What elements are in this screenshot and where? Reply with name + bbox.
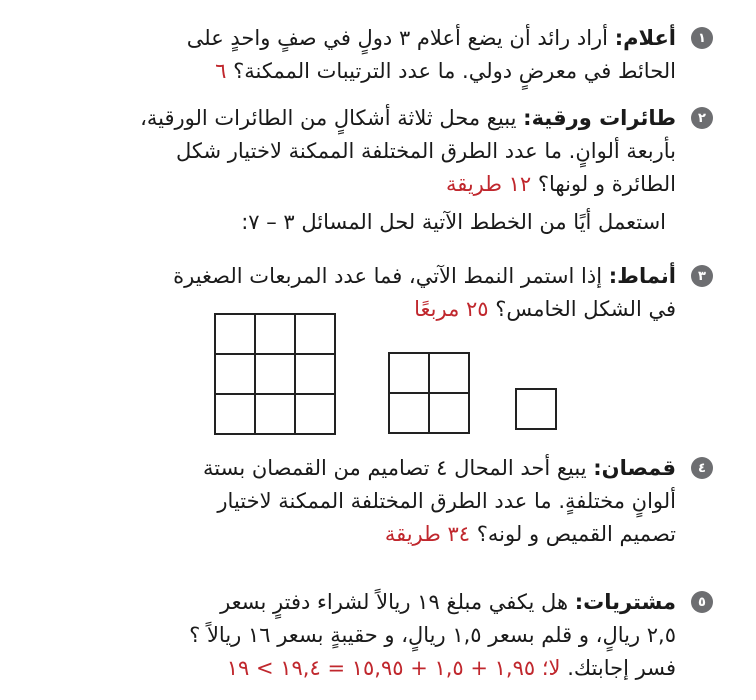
problem-2-line-2: [116, 135, 676, 168]
problem-text: أراد رائد أن يضع أعلام ٣ دولٍ في صفٍ واحدٍ على: [186, 26, 609, 50]
answer-text: ٢٥ مربعًا: [414, 297, 489, 321]
grid-cell: [296, 395, 336, 435]
grid-cell: [256, 395, 296, 435]
problem-4-line-3: [116, 518, 676, 551]
problem-5-line-3: [116, 652, 676, 685]
problem-number-badge: ٤: [691, 457, 713, 479]
problem-1-line-1: [116, 22, 706, 55]
problem-text: يبيع أحد المحال ٤ تصاميم من القمصان بستة: [202, 456, 587, 480]
problem-text: ألوانٍ مختلفةٍ. ما عدد الطرق المختلفة الممكنة لاختيار: [217, 489, 676, 513]
problem-5: [116, 586, 706, 685]
problem-text: يبيع محل ثلاثة أشكالٍ من الطائرات الورقية،: [140, 106, 517, 130]
problem-text: هل يكفي مبلغ ١٩ ريالاً لشراء دفترٍ بسعر: [220, 590, 569, 614]
answer-text: ٦: [215, 59, 227, 83]
grid-cell: [216, 355, 256, 395]
problem-4-line-1: [116, 452, 706, 485]
problem-title: أنماط:: [608, 264, 676, 288]
shape-3x3: [214, 313, 336, 435]
problem-2: [116, 102, 706, 201]
problem-1-line-2: [116, 55, 676, 88]
shape-2x2: [388, 352, 470, 434]
problem-text: الطائرة و لونها؟: [537, 172, 676, 196]
problem-1: [116, 22, 706, 88]
problem-3: [116, 260, 706, 326]
grid-cell: [296, 355, 336, 395]
problem-title: أعلام:: [614, 26, 676, 50]
grid-cell: [216, 395, 256, 435]
problem-text: فسر إجابتك.: [567, 656, 676, 680]
problem-4: [116, 452, 706, 551]
grid-cell: [390, 354, 430, 394]
shape-1x1: [515, 388, 557, 430]
grid-cell: [430, 394, 470, 434]
problem-5-line-2: [116, 619, 676, 652]
problem-4-line-2: [116, 485, 676, 518]
answer-text: ١٢ طريقة: [445, 172, 532, 196]
problem-number-badge: ٣: [691, 265, 713, 287]
problem-3-line-1: [116, 260, 706, 293]
grid-cell: [390, 394, 430, 434]
problem-text: بأربعة ألوانٍ. ما عدد الطرق المختلفة الممكنة لاختيار شكل: [175, 139, 676, 163]
problem-title: مشتريات:: [574, 590, 676, 614]
problem-text: إذا استمر النمط الآتي، فما عدد المربعات الصغيرة: [173, 264, 603, 288]
problem-5-line-1: [116, 586, 706, 619]
grid-cell: [430, 354, 470, 394]
problem-text: في الشكل الخامس؟: [495, 297, 676, 321]
problem-text: ٢,٥ ريالٍ، و قلم بسعر ١,٥ ريالٍ، و حقيبةٍ بسعر ١٦ ريالاً ؟: [189, 623, 676, 647]
problem-text: الحائط في معرضٍ دولي. ما عدد الترتيبات الممكنة؟: [233, 59, 676, 83]
answer-text: لا؛ ١,٩٥ + ١,٥ + ١٥,٩٥ = ١٩,٤ > ١٩: [226, 656, 561, 680]
problem-title: قمصان:: [593, 456, 676, 480]
grid-cell: [216, 315, 256, 355]
answer-text: ٣٤ طريقة: [384, 522, 471, 546]
problem-2-line-3: [116, 168, 676, 201]
grid-cell: [296, 315, 336, 355]
grid-cell: [517, 390, 557, 430]
problem-3-line-2: [116, 293, 676, 326]
problem-number-badge: ٢: [691, 107, 713, 129]
problem-title: طائرات ورقية:: [523, 106, 676, 130]
grid-cell: [256, 315, 296, 355]
problem-number-badge: ٥: [691, 591, 713, 613]
strategy-instruction: استعمل أيًا من الخطط الآتية لحل المسائل ٣ – ٧:: [241, 210, 666, 234]
grid-cell: [256, 355, 296, 395]
problem-2-line-1: [116, 102, 706, 135]
problem-number-badge: ١: [691, 27, 713, 49]
problem-text: تصميم القميص و لونه؟: [476, 522, 676, 546]
